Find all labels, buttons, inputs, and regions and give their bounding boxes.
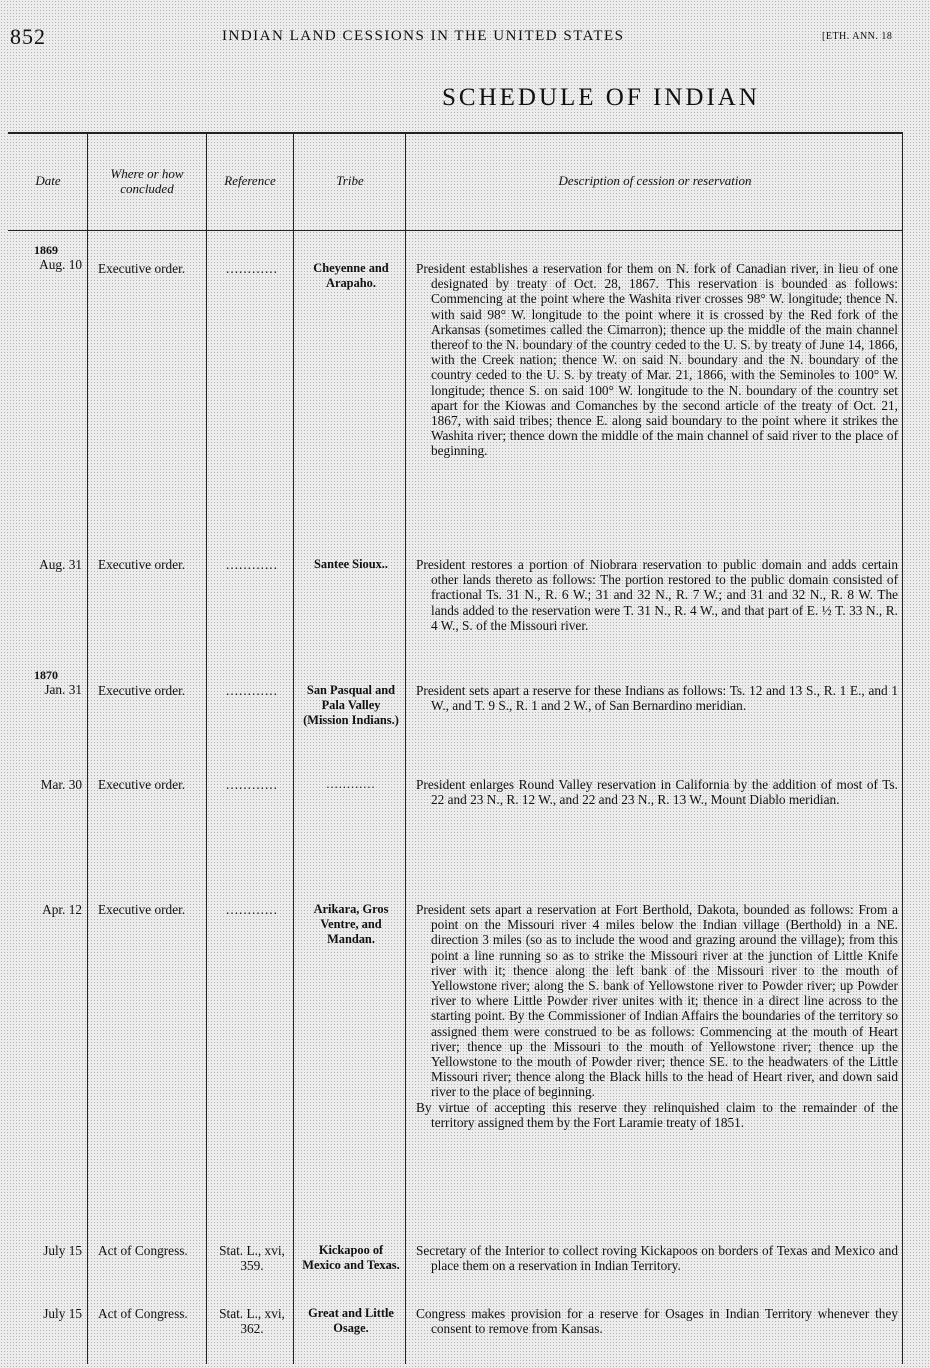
running-title: INDIAN LAND CESSIONS IN THE UNITED STATES: [222, 28, 625, 44]
description-text: President sets apart a reservation at Fort Berthold, Dakota, bounded as follows: From a point on the Missouri river 4 miles below the Indian village (Berthold) in a NE. direction 3 miles (so as to include the wood and grazing around the village); from this point a line running so as to strike the Missouri river at the junction of Little Knife river with it; thence along the left bank of the Missouri river to the mouth of Yellowstone river; along the S. bank of Yellowstone river to Powder river; up Powder river to where Little Powder river unites with it; thence in a direct line across to the starting point. By the Commissioner of Indian Affairs the boundaries of the territory so assigned them were construed to be as follows: Commencing at the mouth of Heart river; thence up the Missouri to the mouth of Yellowstone river; thence up the Yellowstone to the mouth of Powder river; thence SE. to the headwaters of the Little Missouri river; thence along the Black hills to the head of Heart river, and down said river to the place of beginning.: [416, 902, 898, 1100]
tribe-cell: Cheyenne and Arapaho.: [313, 261, 389, 291]
date-cell: [10, 1306, 82, 1321]
page-number: 852: [10, 24, 46, 49]
description-cell: [416, 261, 898, 459]
date-text: Mar. 30: [40, 777, 82, 792]
date-cell: [10, 902, 82, 917]
where-cell: Executive order.: [98, 261, 186, 276]
description-extra-text: By virtue of accepting this reserve they relinquished claim to the remainder of the territory assigned them by the Fort Laramie treaty of 1851.: [416, 1099, 898, 1130]
reference-cell: ............: [226, 902, 278, 917]
year-label: 1870: [34, 668, 58, 682]
description-text: Congress makes provision for a reserve for Osages in Indian Territory whenever they consent to remove from Kansas.: [416, 1306, 898, 1337]
running-report-label: [ETH. ANN. 18: [822, 31, 893, 42]
reference-cell: ............: [226, 261, 278, 276]
description-cell: [416, 902, 898, 1130]
schedule-title: SCHEDULE OF INDIAN: [442, 84, 760, 111]
description-cell: [416, 683, 898, 713]
date-cell: [10, 557, 82, 572]
description-cell: [416, 777, 898, 807]
column-header-date: Date: [35, 173, 61, 188]
date-cell: [10, 668, 82, 697]
column-divider-1: [87, 132, 88, 1364]
description-cell: [416, 557, 898, 633]
column-divider-2: [206, 132, 207, 1364]
reference-cell: ............: [226, 683, 278, 698]
description-cell: [416, 1243, 898, 1273]
date-text: July 15: [43, 1306, 82, 1321]
description-text: Secretary of the Interior to collect roving Kickapoos on borders of Texas and Mexico and place them on a reservation in Indian Territory.: [416, 1243, 898, 1274]
tribe-cell: Arikara, Gros Ventre, and Mandan.: [313, 902, 389, 947]
date-cell: [10, 243, 82, 272]
description-cell: [416, 1306, 898, 1336]
tribe-cell: Kickapoo of Mexico and Texas.: [302, 1243, 400, 1273]
tribe-cell: San Pasqual and Pala Valley (Mission Indians.): [303, 683, 399, 728]
column-header-description: Description of cession or reservation: [558, 173, 752, 188]
table-right-rule: [902, 132, 903, 1364]
reference-cell: ............: [226, 777, 278, 792]
date-text: Jan. 31: [44, 682, 82, 697]
reference-cell: ............: [226, 557, 278, 572]
date-cell: [10, 777, 82, 792]
date-text: Aug. 31: [39, 557, 82, 572]
date-text: Aug. 10: [39, 257, 82, 272]
date-text: Apr. 12: [42, 902, 82, 917]
tribe-cell: Santee Sioux..: [313, 557, 388, 571]
column-header-tribe: Tribe: [336, 173, 364, 188]
description-text: President enlarges Round Valley reservation in California by the addition of most of Ts. 22 and 23 N., R. 12 W., and 22 and 23 N., R. 13 W., Mount Diablo meridian.: [416, 777, 898, 808]
where-cell: Executive order.: [98, 777, 186, 792]
table-top-rule: [8, 132, 902, 134]
where-cell: Executive order.: [98, 902, 186, 917]
header-bottom-rule: [8, 230, 902, 231]
reference-cell: Stat. L., xvi, 362.: [219, 1306, 285, 1337]
description-text: President establishes a reservation for them on N. fork of Canadian river, in lieu of one designated by treaty of Oct. 28, 1867. This reservation is bounded as follows: Commencing at the point where the Washita river crosses 98° W. longitude; thence N. with said 98° W. longitude to the point where it is crossed by the Red fork of the Arkansas (sometimes called the Cimarron); thence up the middle of the main channel thereof to the N. boundary of the country ceded to the U. S. by treaty of June 14, 1866, with the Creek nation; thence W. on said N. boundary and the N. boundary of the country ceded to the U. S. by treaty of Mar. 21, 1866, with the Seminoles to 100° W. longitude; thence S. on said 100° W. longitude to the N. boundary of the country set apart for the Kiowas and Comanches by the second article of the treaty of Oct. 21, 1867, with said tribes; thence E. along said boundary to the point where it strikes the Washita river; thence down the middle of the main channel of said river to the place of beginning.: [416, 261, 898, 459]
date-text: July 15: [43, 1243, 82, 1258]
column-divider-3: [293, 132, 294, 1364]
column-header-where: Where or how concluded: [110, 166, 184, 196]
where-cell: Act of Congress.: [98, 1243, 188, 1258]
date-cell: [10, 1243, 82, 1258]
where-cell: Act of Congress.: [98, 1306, 188, 1321]
where-cell: Executive order.: [98, 557, 186, 572]
where-cell: Executive order.: [98, 683, 186, 698]
description-text: President sets apart a reserve for these Indians as follows: Ts. 12 and 13 S., R. 1 E., and 1 W., and T. 9 S., R. 1 and 2 W., of San Bernardino meridian.: [416, 683, 898, 714]
reference-cell: Stat. L., xvi, 359.: [219, 1243, 285, 1274]
tribe-cell: ............: [326, 777, 376, 791]
year-label: 1869: [34, 243, 58, 257]
tribe-cell: Great and Little Osage.: [308, 1306, 394, 1336]
description-text: President restores a portion of Niobrara reservation to public domain and adds certain other lands thereto as follows: The portion restored to the public domain consisted of fractional Ts. 31 N., R. 6 W.; 31 and 32 N., R. 7 W.; and 31 and 32 N., R. 8 W. The lands added to the reservation were T. 31 N., R. 4 W., and that part of E. ½ T. 33 N., R. 4 W., S. of the Missouri river.: [416, 557, 898, 633]
column-header-reference: Reference: [224, 173, 276, 188]
column-divider-4: [405, 132, 406, 1364]
